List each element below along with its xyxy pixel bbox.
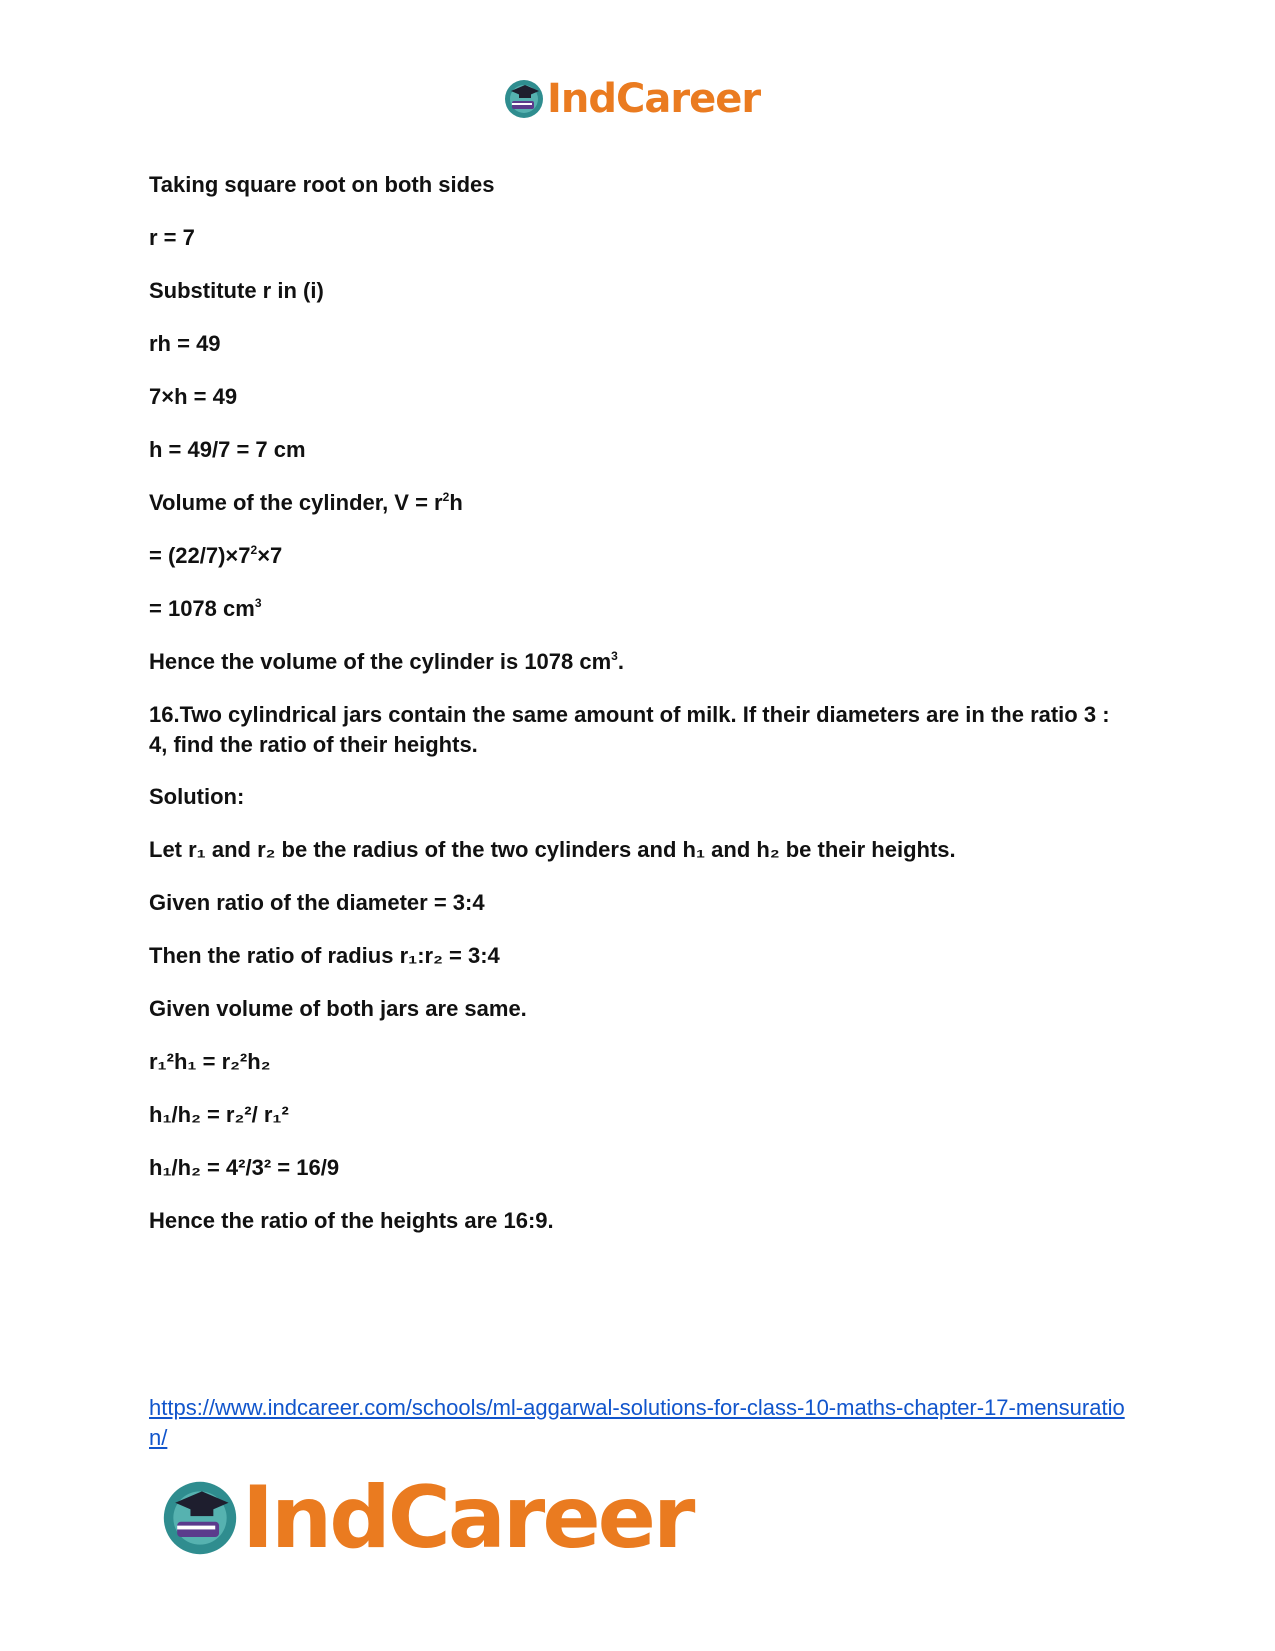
equation-line: r₁²h₁ = r₂²h₂ xyxy=(149,1049,271,1074)
graduation-book-icon xyxy=(160,1478,240,1558)
result-line xyxy=(149,594,262,624)
text-line: Given volume of both jars are same. xyxy=(149,996,527,1021)
text-part: = 1078 cm xyxy=(149,596,255,621)
question-16: 16.Two cylindrical jars contain the same amount of milk. If their diameters are in the ratio 3 : 4, find the ratio of their heights. xyxy=(149,702,1110,757)
text-line: Substitute r in (i) xyxy=(149,278,324,303)
text-part: ×7 xyxy=(257,543,283,568)
text-part: = (22/7)×7 xyxy=(149,543,251,568)
text-part: h xyxy=(449,490,463,515)
text-line: Let r₁ and r₂ be the radius of the two cylinders and h₁ and h₂ be their heights. xyxy=(149,837,956,862)
exponent: 3 xyxy=(611,649,618,663)
brand-name: IndCareer xyxy=(547,76,761,122)
text-line: r = 7 xyxy=(149,225,195,250)
equation-line: h₁/h₂ = r₂²/ r₁² xyxy=(149,1102,289,1127)
source-link[interactable]: https://www.indcareer.com/schools/ml-aggarwal-solutions-for-class-10-maths-chapter-17-mensuration/ xyxy=(149,1395,1125,1450)
text-line: Taking square root on both sides xyxy=(149,172,495,197)
equation-line: h₁/h₂ = 4²/3² = 16/9 xyxy=(149,1155,340,1180)
text-line: h = 49/7 = 7 cm xyxy=(149,437,306,462)
text-part: Volume of the cylinder, V = r xyxy=(149,490,443,515)
exponent: 2 xyxy=(442,490,450,504)
volume-formula-line xyxy=(149,488,463,518)
calculation-line xyxy=(149,541,282,571)
conclusion-line xyxy=(149,647,624,677)
text-part: . xyxy=(617,649,624,674)
brand-name: IndCareer xyxy=(242,1468,693,1568)
exponent: 3 xyxy=(254,596,262,610)
text-line: Then the ratio of radius r₁:r₂ = 3:4 xyxy=(149,943,500,968)
footer-logo xyxy=(160,1468,692,1568)
text-line: 7×h = 49 xyxy=(149,384,238,409)
exponent: 2 xyxy=(250,543,258,557)
text-part: Hence the volume of the cylinder is 1078 cm xyxy=(149,649,612,674)
text-line: rh = 49 xyxy=(149,331,221,356)
solution-heading: Solution: xyxy=(149,784,245,809)
text-line: Given ratio of the diameter = 3:4 xyxy=(149,890,485,915)
conclusion-line: Hence the ratio of the heights are 16:9. xyxy=(149,1208,554,1233)
header-logo xyxy=(503,76,760,122)
graduation-book-icon xyxy=(503,78,545,120)
